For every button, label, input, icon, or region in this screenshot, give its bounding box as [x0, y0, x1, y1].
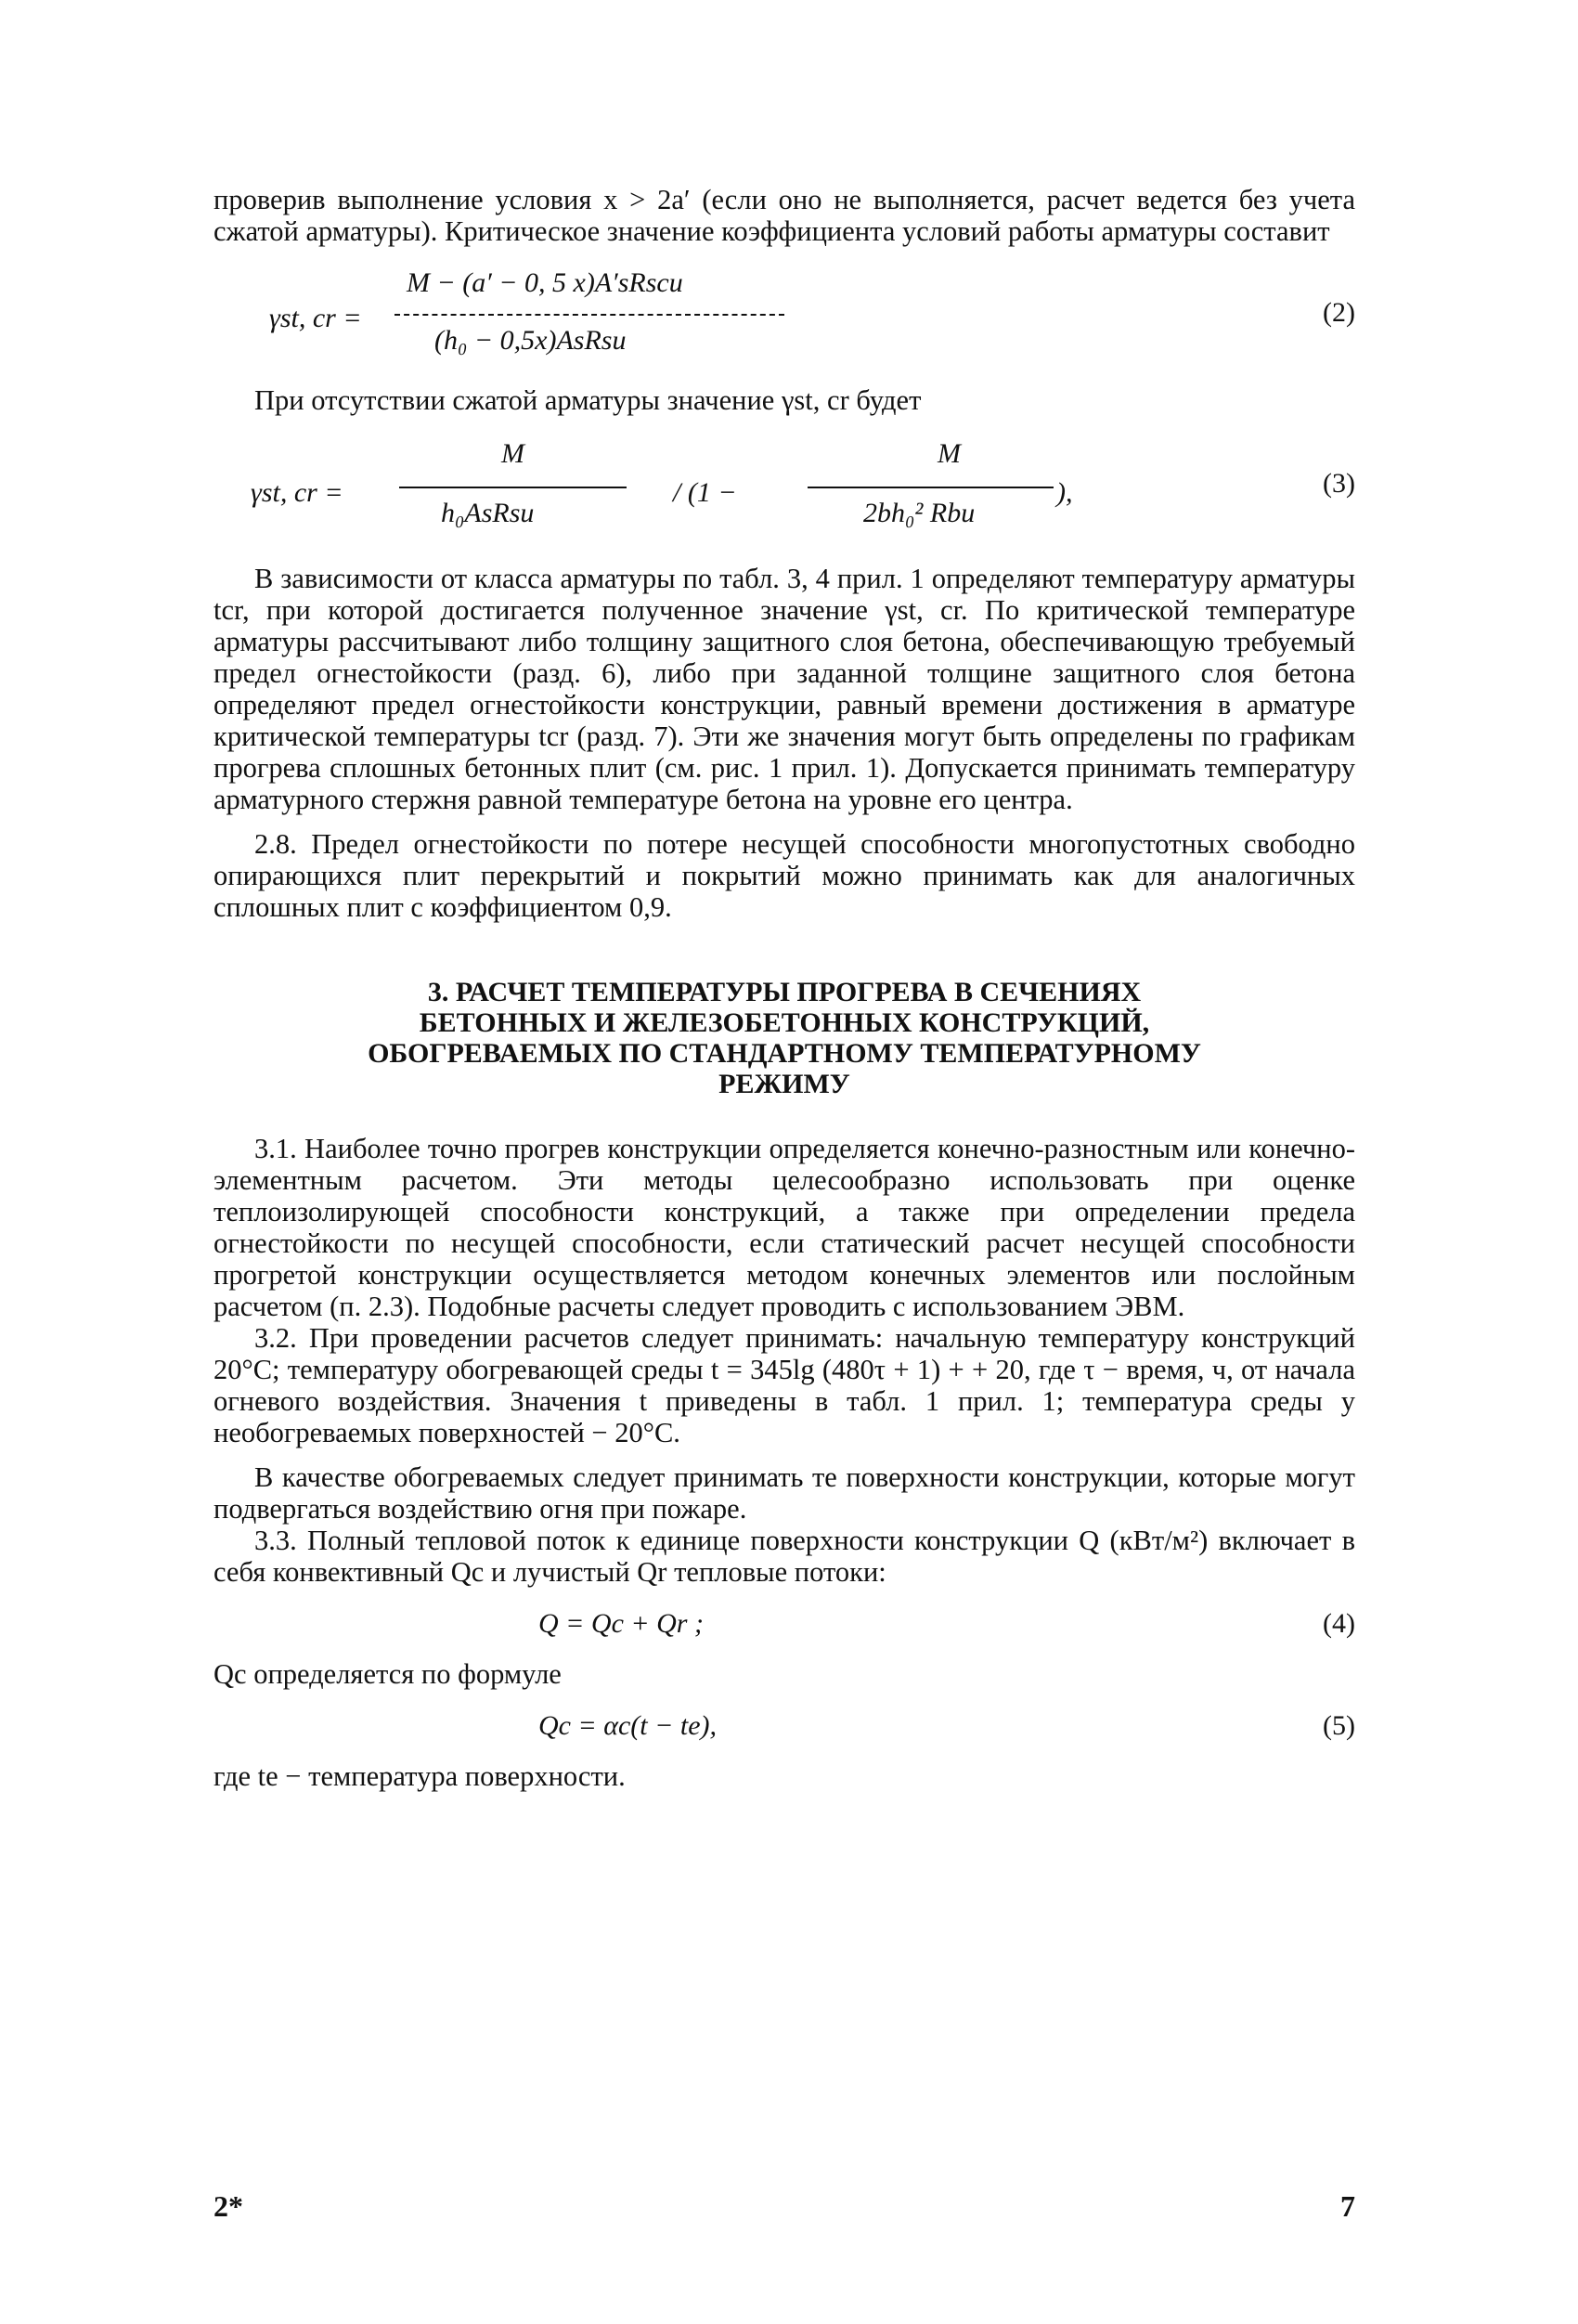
paragraph-critical-temperature: В зависимости от класса арматуры по табл. 3, 4 прил. 1 определяют температуру арматуры tcr, при которой достигается полученное значение γst, cr. По критической температуре арматуры рассчитывают либо толщину защитного слоя бетона, обеспечивающую требуемый предел огнестойкости (разд. 6), либо при заданной толщине защитного слоя бетона определяют предел огнестойкости конструкции, равный времени достижения в арматуре критической температуры tcr (разд. 7). Эти же значения могут быть определены по графикам прогрева сплошных бетонных плит (см. рис. 1 прил. 1). Допускается принимать температуру арматурного стержня равной температуре бетона на уровне его центра. [213, 563, 1355, 815]
eq4-number: (4) [1323, 1608, 1355, 1639]
eq2-denominator: (h₀ − 0,5x)AsRsu [434, 325, 627, 356]
eq4-formula: Q = Qc + Qr ; [538, 1608, 704, 1639]
eq2-fraction-line [394, 314, 784, 316]
paragraph-3-3: 3.3. Полный тепловой поток к единице поверхности конструкции Q (кВт/м²) включает в себя конвективный Qc и лучистый Qr тепловые потоки: [213, 1525, 1355, 1588]
eq3-numerator-1: M [501, 438, 524, 469]
eq5-number: (5) [1323, 1710, 1355, 1741]
heading-line-2: БЕТОННЫХ И ЖЕЛЕЗОБЕТОННЫХ КОНСТРУКЦИЙ, [419, 1007, 1150, 1038]
equation-4 [213, 1599, 1355, 1647]
paragraph-2-8: 2.8. Предел огнестойкости по потере несущей способности многопустотных свободно опирающихся плит перекрытий и покрытий можно принимать как для аналогичных сплошных плит с коэффициентом 0,9. [213, 828, 1355, 923]
paragraph-heated-surfaces: В качестве обогреваемых следует принимать те поверхности конструкции, которые могут подвергаться воздействию огня при пожаре. [213, 1461, 1355, 1525]
eq2-lhs: γst, cr = [269, 303, 362, 333]
page-number: 7 [1340, 2189, 1355, 2223]
paragraph-intro: проверив выполнение условия x > 2a′ (если оно не выполняется, расчет ведется без учета сжатой арматуры). Критическое значение коэффициента условий работы арматуры составит [213, 184, 1355, 247]
paragraph-te-defined: где te − температура поверхности. [213, 1760, 626, 1792]
eq5-formula: Qc = αc(t − te), [538, 1710, 717, 1741]
eq3-fraction-line-1 [399, 487, 627, 488]
eq3-middle: / (1 − [673, 477, 737, 508]
eq3-number: (3) [1323, 468, 1355, 499]
eq3-denominator-1: h₀AsRsu [441, 498, 535, 528]
equation-3 [213, 431, 1355, 550]
heading-line-1: 3. РАСЧЕТ ТЕМПЕРАТУРЫ ПРОГРЕВА В СЕЧЕНИЯХ [427, 977, 1142, 1007]
paragraph-3-1: 3.1. Наиболее точно прогрев конструкции определяется конечно-разностным или конечно-элементным расчетом. Эти методы целесообразно использовать при оценке теплоизолирующей способности конструкций, а также при определении предела огнестойкости по несущей способности, если статический расчет несущей способности прогретой конструкции осуществляется методом конечных элементов или послойным расчетом (п. 2.3). Подобные расчеты следует проводить с использованием ЭВМ. [213, 1133, 1355, 1322]
signature-mark: 2* [213, 2189, 243, 2223]
section-3-heading [213, 977, 1355, 1099]
paragraph-no-compression: При отсутствии сжатой арматуры значение γst, cr будет [254, 384, 922, 416]
page-body [213, 184, 1355, 2223]
eq3-numerator-2: M [938, 438, 961, 469]
paragraph-qc-defined: Qc определяется по формуле [213, 1658, 562, 1690]
heading-line-4: РЕЖИМУ [718, 1069, 850, 1099]
heading-line-3: ОБОГРЕВАЕМЫХ ПО СТАНДАРТНОМУ ТЕМПЕРАТУРНОМУ [368, 1038, 1201, 1069]
eq3-lhs: γst, cr = [251, 477, 343, 508]
equation-2 [213, 262, 1355, 371]
eq2-number: (2) [1323, 297, 1355, 328]
eq3-denominator-2: 2bh₀² Rbu [863, 498, 976, 528]
equation-5 [213, 1701, 1355, 1749]
eq3-fraction-line-2 [808, 487, 1054, 488]
paragraph-3-2: 3.2. При проведении расчетов следует принимать: начальную температуру конструкций 20°C; температуру обогревающей среды t = 345lg (480τ + 1) + + 20, где τ − время, ч, от начала огневого воздействия. Значения t приведены в табл. 1 прил. 1; температура среды у необогреваемых поверхностей − 20°C. [213, 1322, 1355, 1448]
eq3-tail: ), [1056, 477, 1073, 508]
eq2-numerator: M − (a′ − 0, 5 x)A′sRscu [407, 267, 683, 298]
